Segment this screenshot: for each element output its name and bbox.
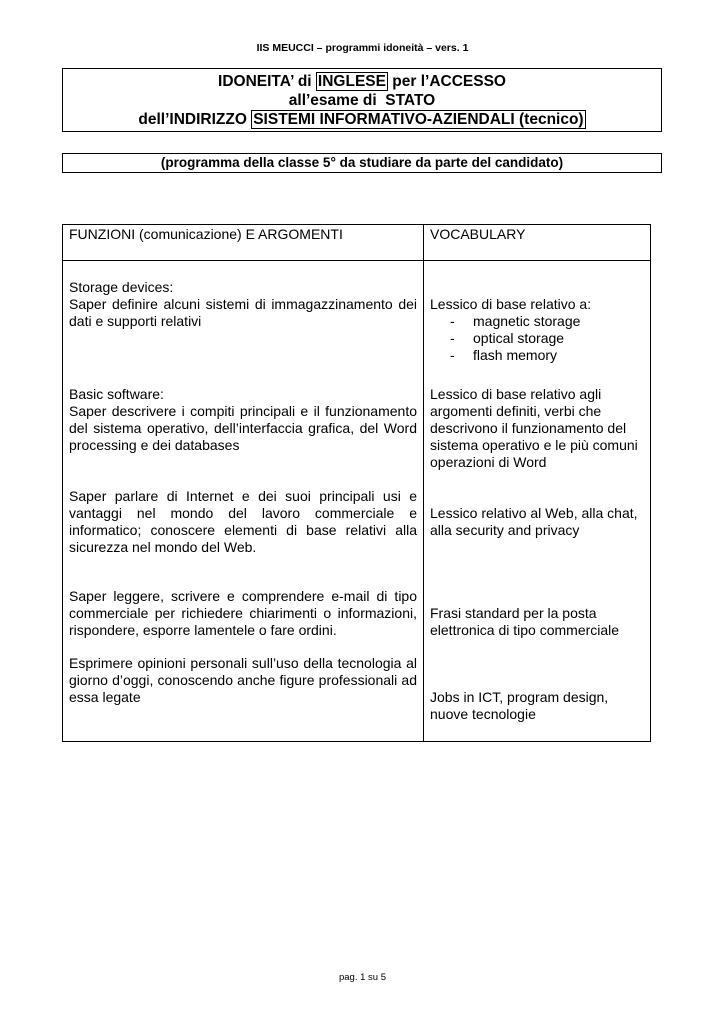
title-line-3: dell’INDIRIZZO SISTEMI INFORMATIVO-AZIENDALI (tecnico) xyxy=(138,111,584,128)
page-footer: pag. 1 su 5 xyxy=(338,972,386,983)
title-line-2: all’esame di STATO xyxy=(288,92,436,109)
list-item: - magnetic storage xyxy=(450,313,644,330)
table-header-row xyxy=(63,225,651,261)
vocab-software: Lessico di base relativo agli argomenti definiti, verbi che descrivono il funzionamento del sistema operativo e le più comuni operazioni di Word xyxy=(430,386,638,470)
program-table xyxy=(62,224,651,742)
topic-text: Saper descrivere i compiti principali e il funzionamento del sistema operativo, dell’interfaccia grafica, del Word processing e dei databases xyxy=(69,403,417,453)
vocabulary-column xyxy=(424,261,651,742)
title-box xyxy=(62,68,662,132)
header-vocabulary: VOCABULARY xyxy=(424,225,651,261)
topic-title: Storage devices: xyxy=(69,279,174,295)
topic-software xyxy=(69,386,417,454)
header-functions: FUNZIONI (comunicazione) E ARGOMENTI xyxy=(63,225,424,261)
vocab-internet: Lessico relativo al Web, alla chat, alla security and privacy xyxy=(430,505,638,538)
topic-text: Saper definire alcuni sistemi di immagazzinamento dei dati e supporti relativi xyxy=(69,296,417,329)
list-item: - flash memory xyxy=(450,347,644,364)
list-item: - optical storage xyxy=(450,330,644,347)
vocab-intro: Lessico di base relativo a: xyxy=(430,296,592,312)
course-highlight: SISTEMI INFORMATIVO-AZIENDALI (tecnico) xyxy=(253,111,584,128)
topic-text: Saper leggere, scrivere e comprendere e-mail di tipo commerciale per richiedere chiarimenti o informazioni, rispondere, esporre lamentele o fare ordini. xyxy=(69,588,417,638)
topic-technology xyxy=(69,655,417,706)
subtitle-box: (programma della classe 5° da studiare da parte del candidato) xyxy=(62,153,662,173)
functions-column xyxy=(63,261,424,742)
subject-highlight: INGLESE xyxy=(317,73,386,90)
topic-text: Saper parlare di Internet e dei suoi principali usi e vantaggi nel mondo del lavoro commerciale e informatico; conoscere elementi di base relativi alla sicurezza nel mondo del Web. xyxy=(69,488,417,555)
vocab-technology: Jobs in ICT, program design, nuove tecnologie xyxy=(430,689,609,722)
topic-storage xyxy=(69,279,417,330)
topic-title: Basic software: xyxy=(69,386,164,402)
topic-text: Esprimere opinioni personali sull’uso della tecnologia al giorno d’oggi, conoscendo anche figure professionali ad essa legate xyxy=(69,655,417,705)
vocab-email: Frasi standard per la posta elettronica di tipo commerciale xyxy=(430,605,620,638)
table-body-row xyxy=(63,261,651,742)
page-header: IIS MEUCCI – programmi idoneità – vers. 1 xyxy=(256,42,469,54)
topic-internet xyxy=(69,488,417,556)
vocab-storage xyxy=(430,296,644,364)
title-line-1: IDONEITA’ di INGLESE per l’ACCESSO xyxy=(218,73,506,90)
vocab-list xyxy=(430,313,644,364)
program-table-wrapper xyxy=(62,224,651,742)
topic-email xyxy=(69,588,417,639)
